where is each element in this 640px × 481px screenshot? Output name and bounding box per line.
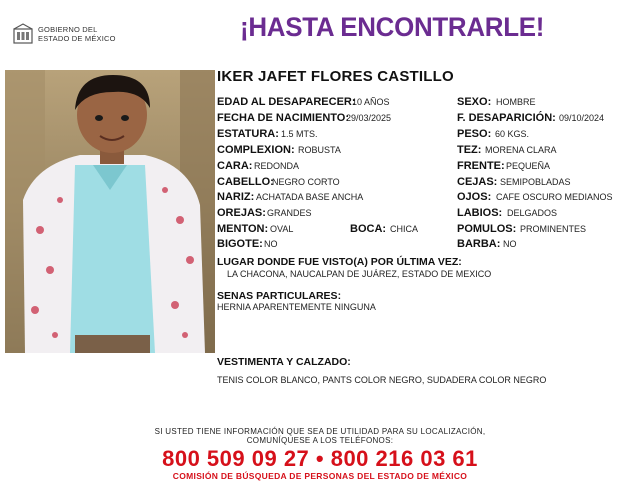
- phone-numbers: 800 509 09 27 • 800 216 03 61: [162, 446, 478, 471]
- notice-line-1: SI USTED TIENE INFORMACIÓN QUE SEA DE UTILIDAD PARA SU LOCALIZACIÓN,: [154, 427, 486, 436]
- orejas-value: GRANDES: [267, 208, 312, 218]
- menton-label: MENTON:: [217, 223, 269, 235]
- desaparicion-value: 09/10/2024: [559, 113, 605, 123]
- nacimiento-value: 29/03/2025: [346, 113, 392, 123]
- orejas-label: OREJAS:: [217, 207, 266, 219]
- peso-value: 60 KGS.: [495, 129, 530, 139]
- person-photo-illustration: [5, 70, 215, 353]
- commission-name: COMISIÓN DE BÚSQUEDA DE PERSONAS DEL ESTADO DE MÉXICO: [172, 471, 468, 481]
- labios-label: LABIOS:: [457, 207, 503, 219]
- boca-value: CHICA: [390, 224, 419, 234]
- boca-label: BOCA:: [350, 223, 387, 235]
- sexo-label: SEXO:: [457, 96, 492, 108]
- cabello-value: NEGRO CORTO: [272, 177, 340, 187]
- estatura-label: ESTATURA:: [217, 128, 279, 140]
- nacimiento-label: FECHA DE NACIMIENTO:: [217, 112, 349, 124]
- clothing-value: TENIS COLOR BLANCO, PANTS COLOR NEGRO, SUDADERA COLOR NEGRO: [217, 375, 547, 385]
- clothing-label: VESTIMENTA Y CALZADO:: [217, 356, 351, 368]
- barba-value: NO: [503, 239, 517, 249]
- cara-label: CARA:: [217, 160, 253, 172]
- cejas-label: CEJAS:: [457, 176, 498, 188]
- notice-line-2: COMUNÍQUESE A LOS TELÉFONOS:: [246, 436, 394, 445]
- peso-label: PESO:: [457, 128, 492, 140]
- frente-label: FRENTE:: [457, 160, 505, 172]
- nariz-value: ACHATADA BASE ANCHA: [256, 192, 364, 202]
- person-name: IKER JAFET FLORES CASTILLO: [217, 68, 454, 85]
- bigote-label: BIGOTE:: [217, 238, 263, 250]
- desaparicion-label: F. DESAPARICIÓN:: [457, 112, 556, 124]
- state-seal-icon: [12, 23, 34, 45]
- edad-value: 10 AÑOS: [352, 97, 390, 107]
- labios-value: DELGADOS: [507, 208, 558, 218]
- frente-value: PEQUEÑA: [506, 161, 551, 171]
- cabello-label: CABELLO:: [217, 176, 274, 188]
- government-logo: [12, 22, 116, 46]
- logo-line-2: ESTADO DE MÉXICO: [38, 34, 116, 43]
- estatura-value: 1.5 MTS.: [281, 129, 318, 139]
- missing-person-photo: [5, 70, 215, 353]
- sexo-value: HOMBRE: [496, 97, 536, 107]
- bigote-value: NO: [264, 239, 278, 249]
- complexion-value: ROBUSTA: [298, 145, 341, 155]
- location-value: LA CHACONA, NAUCALPAN DE JUÁREZ, ESTADO DE MEXICO: [227, 269, 492, 279]
- ojos-label: OJOS:: [457, 191, 492, 203]
- tez-value: MORENA CLARA: [485, 145, 557, 155]
- ojos-value: CAFE OSCURO MEDIANOS: [496, 192, 613, 202]
- menton-value: OVAL: [270, 224, 294, 234]
- edad-label: EDAD AL DESAPARECER:: [217, 96, 356, 108]
- cejas-value: SEMIPOBLADAS: [500, 177, 571, 187]
- marks-value: HERNIA APARENTEMENTE NINGUNA: [217, 302, 376, 312]
- location-label: LUGAR DONDE FUE VISTO(A) POR ÚLTIMA VEZ:: [217, 256, 462, 268]
- nariz-label: NARIZ:: [217, 191, 255, 203]
- marks-label: SENAS PARTICULARES:: [217, 290, 342, 302]
- tez-label: TEZ:: [457, 144, 482, 156]
- pomulos-value: PROMINENTES: [520, 224, 587, 234]
- pomulos-label: POMULOS:: [457, 223, 517, 235]
- cara-value: REDONDA: [254, 161, 300, 171]
- logo-line-1: GOBIERNO DEL: [38, 25, 98, 34]
- complexion-label: COMPLEXION:: [217, 144, 295, 156]
- barba-label: BARBA:: [457, 238, 501, 250]
- headline: ¡HASTA ENCONTRARLE!: [240, 12, 545, 42]
